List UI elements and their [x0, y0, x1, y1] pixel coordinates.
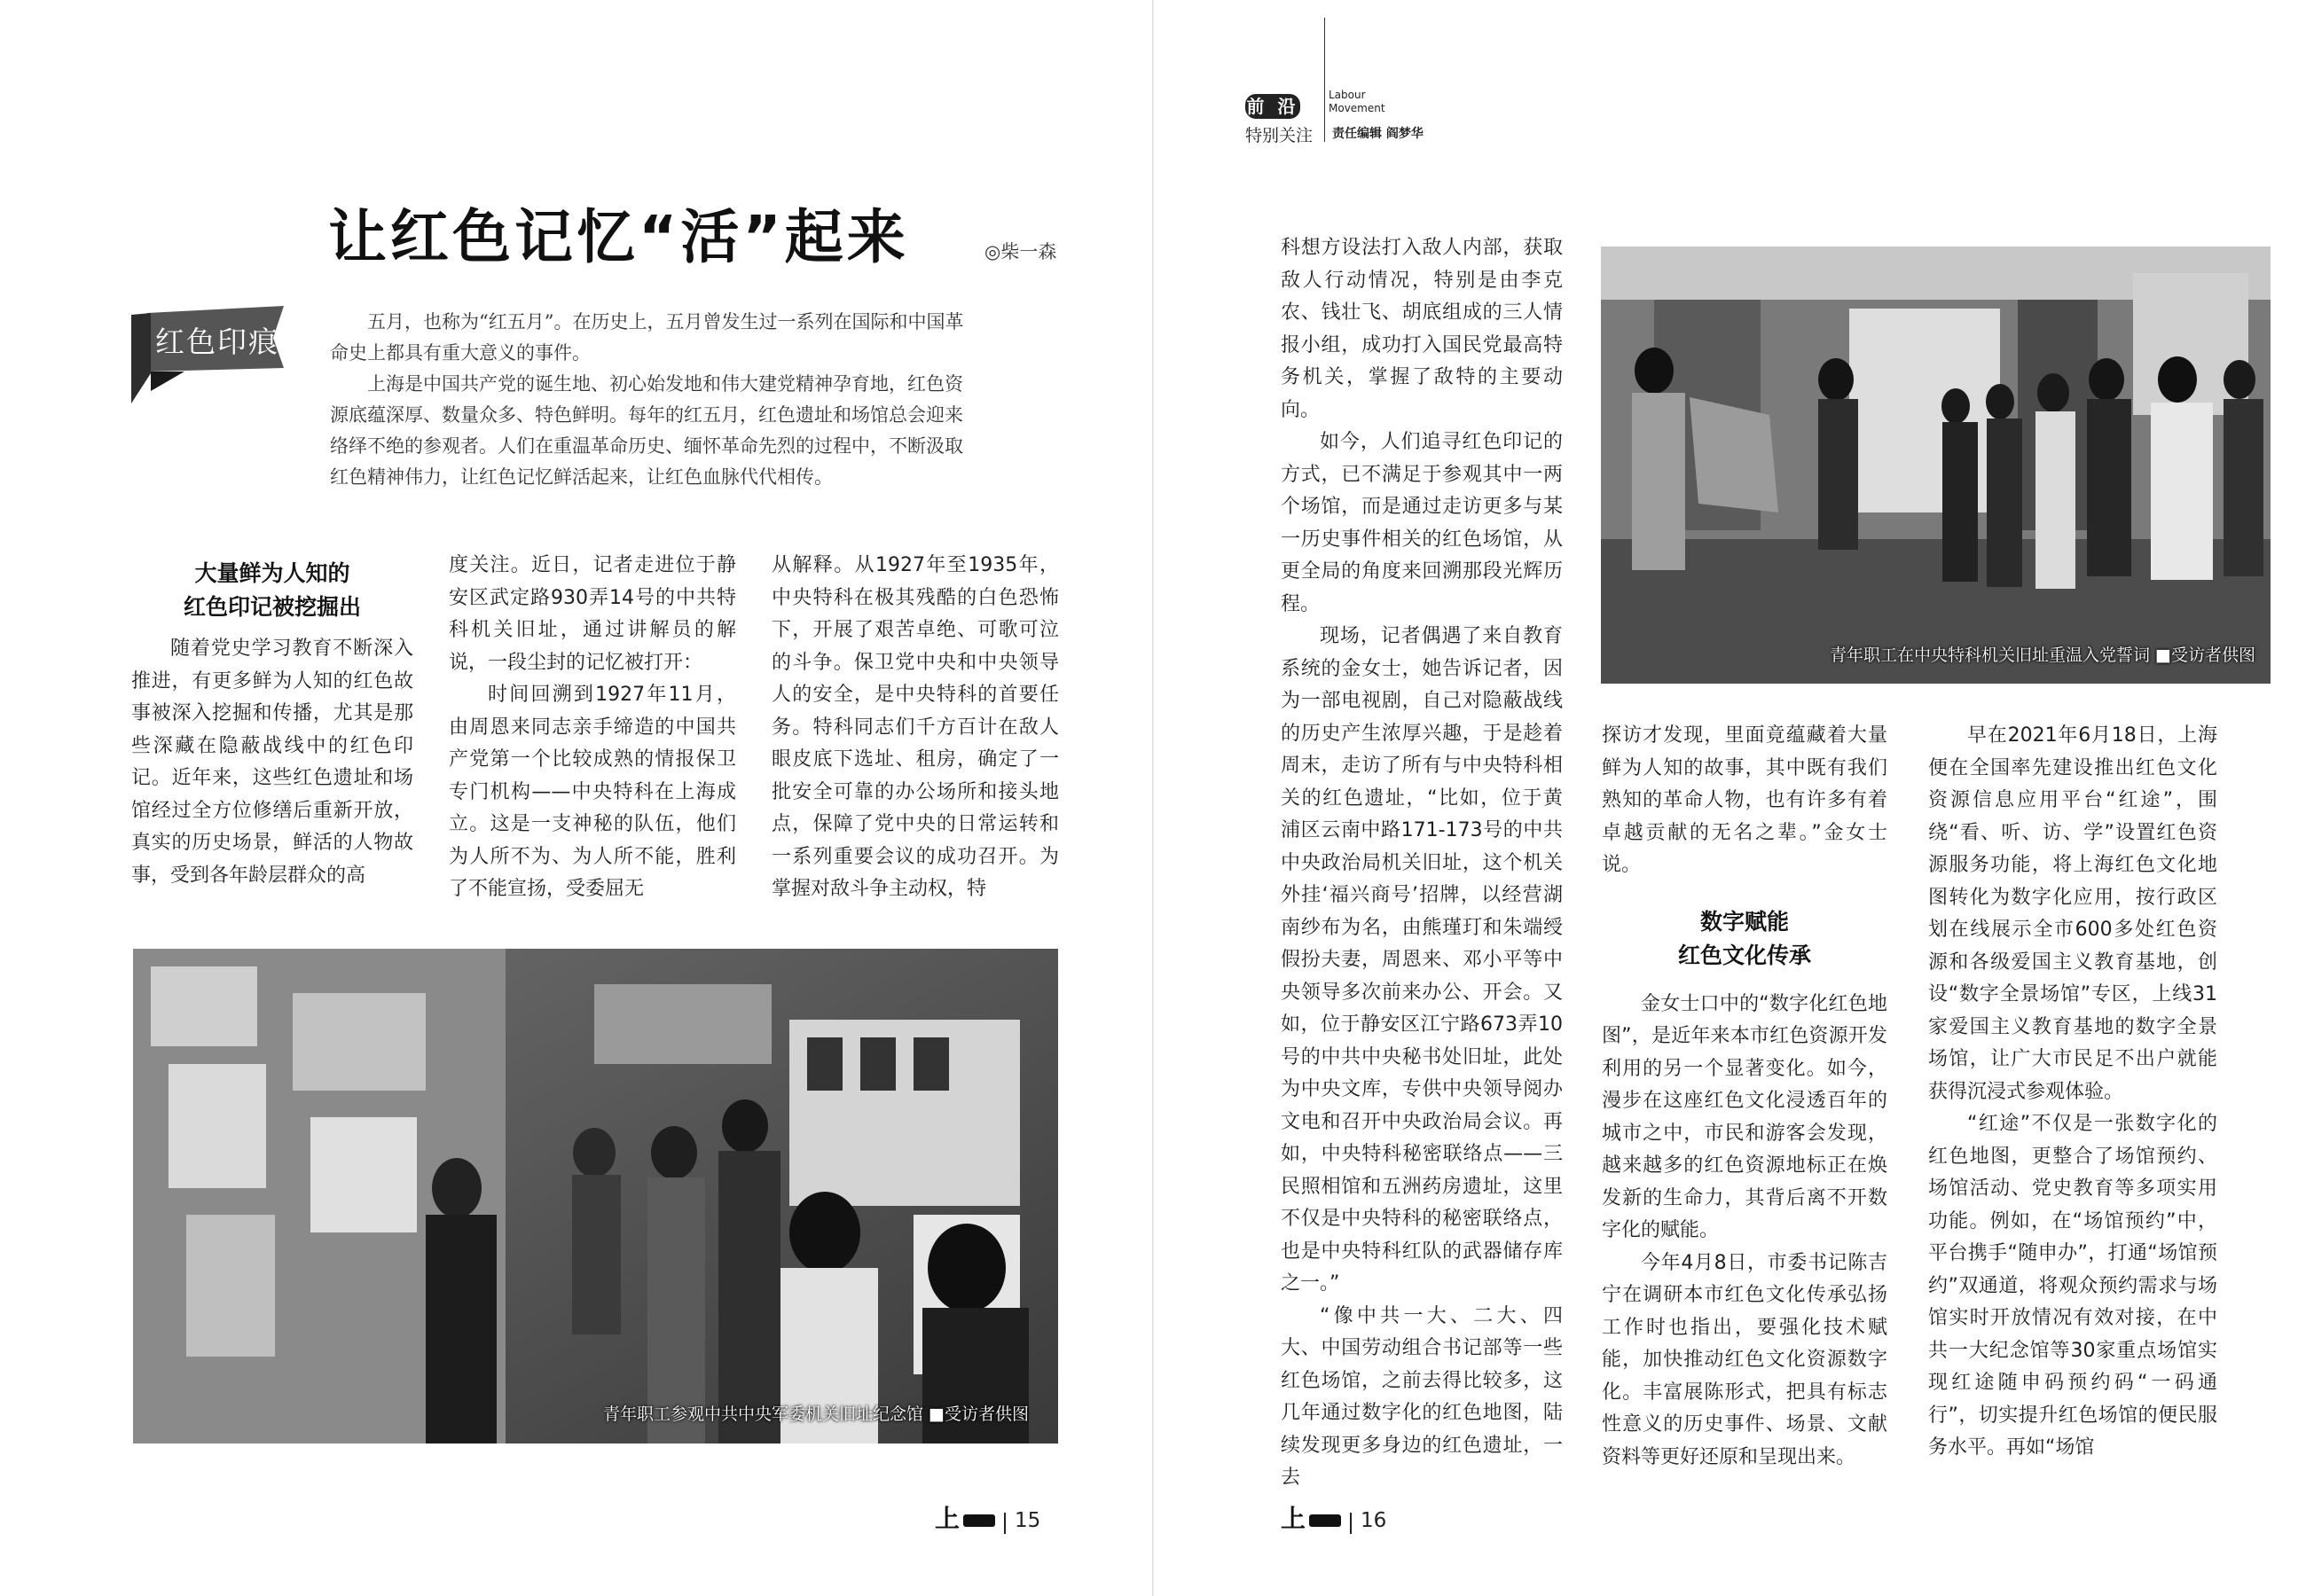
section-en-line: Labour — [1329, 89, 1366, 101]
paragraph: 度关注。近日，记者走进位于静安区武定路930弄14号的中共特科机关旧址，通过讲解员的解说，一段尘封的记忆被打开： — [449, 554, 736, 674]
paragraph: 现场，记者偶遇了来自教育系统的金女士，她告诉记者，因为一部电视剧，自己对隐蔽战线的历史产生浓厚兴趣，于是趁着周末，走访了所有与中央特科相关的红色遗址，“比如，位于黄浦区云南中路171-173号的中共中央政治局机关旧址，这个机关外挂‘福兴商号’招牌，以经营湖南纱布为名，由熊瑾玎和朱端绶假扮夫妻，周恩来、邓小平等中央领导多次前来办公、开会。又如，位于静安区江宁路673弄10号的中共中央秘书处旧址，此处为中央文库，专供中央领导阅办文电和召开中央政治局会议。再如，中央特科秘密联络点——三民照相馆和五洲药房遗址，这里不仅是中央特科的秘密联络点，也是中央特科红队的武器储存库之一。” — [1281, 625, 1563, 1295]
header-rule — [1324, 18, 1325, 142]
intro-paragraph: 五月，也称为“红五月”。在历史上，五月曾发生过一系列在国际和中国革命史上都具有重大意义的事件。 — [330, 311, 964, 364]
paragraph: 今年4月8日，市委书记陈吉宁在调研本市红色文化传承弘扬工作时也指出，要强化技术赋能，加快推动红色文化资源数字化。丰富展陈形式，把具有标志性意义的历史事件、场景、文献资料等更好还原和呈现出来。 — [1602, 1251, 1887, 1468]
section-en-line: Movement — [1329, 102, 1385, 114]
footer-right — [1281, 1499, 1386, 1535]
paragraph: 如今，人们追寻红色印记的方式，已不满足于参观其中一两个场馆，而是通过走访更多与某一历史事件相关的红色场馆，从更全局的角度来回溯那段光辉历程。 — [1281, 431, 1563, 615]
intro-paragraph: 上海是中国共产党的诞生地、初心始发地和伟大建党精神孕育地，红色资源底蕴深厚、数量众多、特色鲜明。每年的红五月，红色遗址和场馆总会迎来络绎不绝的参观者。人们在重温革命历史、缅怀革命先烈的过程中，不断汲取红色精神伟力，让红色记忆鲜活起来，让红色血脉代代相传。 — [330, 373, 963, 488]
magazine-logo: 上 — [1281, 1504, 1341, 1533]
paragraph: “红途”不仅是一张数字化的红色地图，更整合了场馆预约、场馆活动、党史教育等多项实用功能。例如，在“场馆预约”中，平台携手“随申办”，打通“场馆预约”双通道，将观众预约需求与场馆实时开放情况有效对接，在中共一大纪念馆等30家重点场馆实现红途随申码预约码“一码通行”，切实提升红色场馆的便民服务水平。再如“场馆 — [1928, 1113, 2217, 1459]
editor: 责任编辑 阎梦华 — [1332, 127, 1424, 141]
heading-line: 红色文化传承 — [1677, 942, 1811, 968]
page-gutter — [1152, 0, 1154, 1596]
subsection: 特别关注 — [1245, 126, 1314, 145]
paragraph: “像中共一大、二大、四大、中国劳动组合书记部等一些红色场馆，之前去得比较多，这几年通过数字化的红色地图，陆续发现更多身边的红色遗址，一去 — [1281, 1304, 1563, 1489]
paragraph: 探访才发现，里面竟蕴藏着大量鲜为人知的故事，其中既有我们熟知的革命人物，也有许多有着卓越贡献的无名之辈。”金女士说。 — [1602, 724, 1887, 876]
column-1 — [131, 557, 413, 892]
footer-left — [935, 1499, 1040, 1535]
page-number: 16 — [1361, 1509, 1387, 1532]
column-4 — [1281, 232, 1563, 1495]
ribbon-label: 红色印痕 — [155, 325, 279, 359]
section-heading-2 — [1602, 905, 1887, 973]
photo-caption: 青年职工参观中共中央军委机关旧址纪念馆 ■受访者供图 — [603, 1404, 1029, 1424]
paragraph: 从解释。从1927年至1935年，中央特科在极其残酷的白色恐怖下，开展了艰苦卓绝、可歌可泣的斗争。保卫党中央和中央领导人的安全，是中央特科的首要任务。特科同志们千方百计在敌人眼皮底下选址、租房，确定了一批安全可靠的办公场所和接头地点，保障了党中央的日常运转和一系列重要会议的成功召开。为掌握对敌斗争主动权，特 — [772, 554, 1059, 900]
column-2 — [449, 550, 736, 906]
byline: ◎柴一森 — [984, 241, 1057, 262]
heading-line: 红色印记被挖掘出 — [183, 594, 361, 620]
column-5 — [1602, 720, 1887, 1474]
photo-caption: 青年职工在中央特科机关旧址重温入党誓词 ■受访者供图 — [1830, 645, 2255, 665]
paragraph: 金女士口中的“数字化红色地图”，是近年来本市红色资源开发利用的另一个显著变化。如今，漫步在这座红色文化浸透百年的城市之中，市民和游客会发现，越来越多的红色资源地标正在焕发新的生命力，其背后离不开数字化的赋能。 — [1602, 992, 1887, 1241]
heading-line: 大量鲜为人知的 — [194, 560, 350, 586]
photo-illustration — [1601, 246, 2271, 684]
photo-oath-ceremony — [1601, 246, 2271, 684]
photo-illustration — [133, 949, 1058, 1443]
heading-line: 数字赋能 — [1699, 908, 1789, 935]
magazine-logo: 上 — [935, 1504, 995, 1533]
section-en — [1329, 89, 1385, 115]
paragraph: 随着党史学习教育不断深入推进，有更多鲜为人知的红色故事被深入挖掘和传播，尤其是那些深藏在隐蔽战线中的红色印记。近年来，这些红色遗址和场馆经过全方位修缮后重新开放，真实的历史场景，鲜活的人物故事，受到各年龄层群众的高 — [131, 638, 413, 887]
column-3 — [772, 550, 1059, 906]
photo-exhibition-visit — [133, 949, 1058, 1443]
paragraph: 科想方设法打入敌人内部，获取敌人行动情况，特别是由李克农、钱壮飞、胡底组成的三人情报小组，成功打入国民党最高特务机关，掌握了敌特的主要动向。 — [1281, 237, 1563, 421]
intro — [330, 307, 977, 493]
paragraph: 时间回溯到1927年11月，由周恩来同志亲手缔造的中国共产党第一个比较成熟的情报保卫专门机构——中央特科在上海成立。这是一支神秘的队伍，他们为人所不为、为人所不能，胜利了不能宣扬，受委屈无 — [449, 684, 736, 900]
paragraph: 早在2021年6月18日，上海便在全国率先建设推出红色文化资源信息应用平台“红途”，围绕“看、听、访、学”设置红色资源服务功能，将上海红色文化地图转化为数字化应用，按行政区划在线展示全市600多处红色资源和各级爱国主义教育基地，创设“数字全景场馆”专区，上线31家爱国主义教育基地的数字全景场馆，让广大市民足不出户就能获得沉浸式参观体验。 — [1928, 724, 2217, 1103]
page-number: 15 — [1015, 1509, 1041, 1532]
article-title: 让红色记忆“活”起来 — [328, 203, 909, 271]
column-6 — [1928, 720, 2217, 1465]
section-heading-1 — [131, 557, 413, 624]
section-tag: 前 沿 — [1246, 96, 1299, 117]
